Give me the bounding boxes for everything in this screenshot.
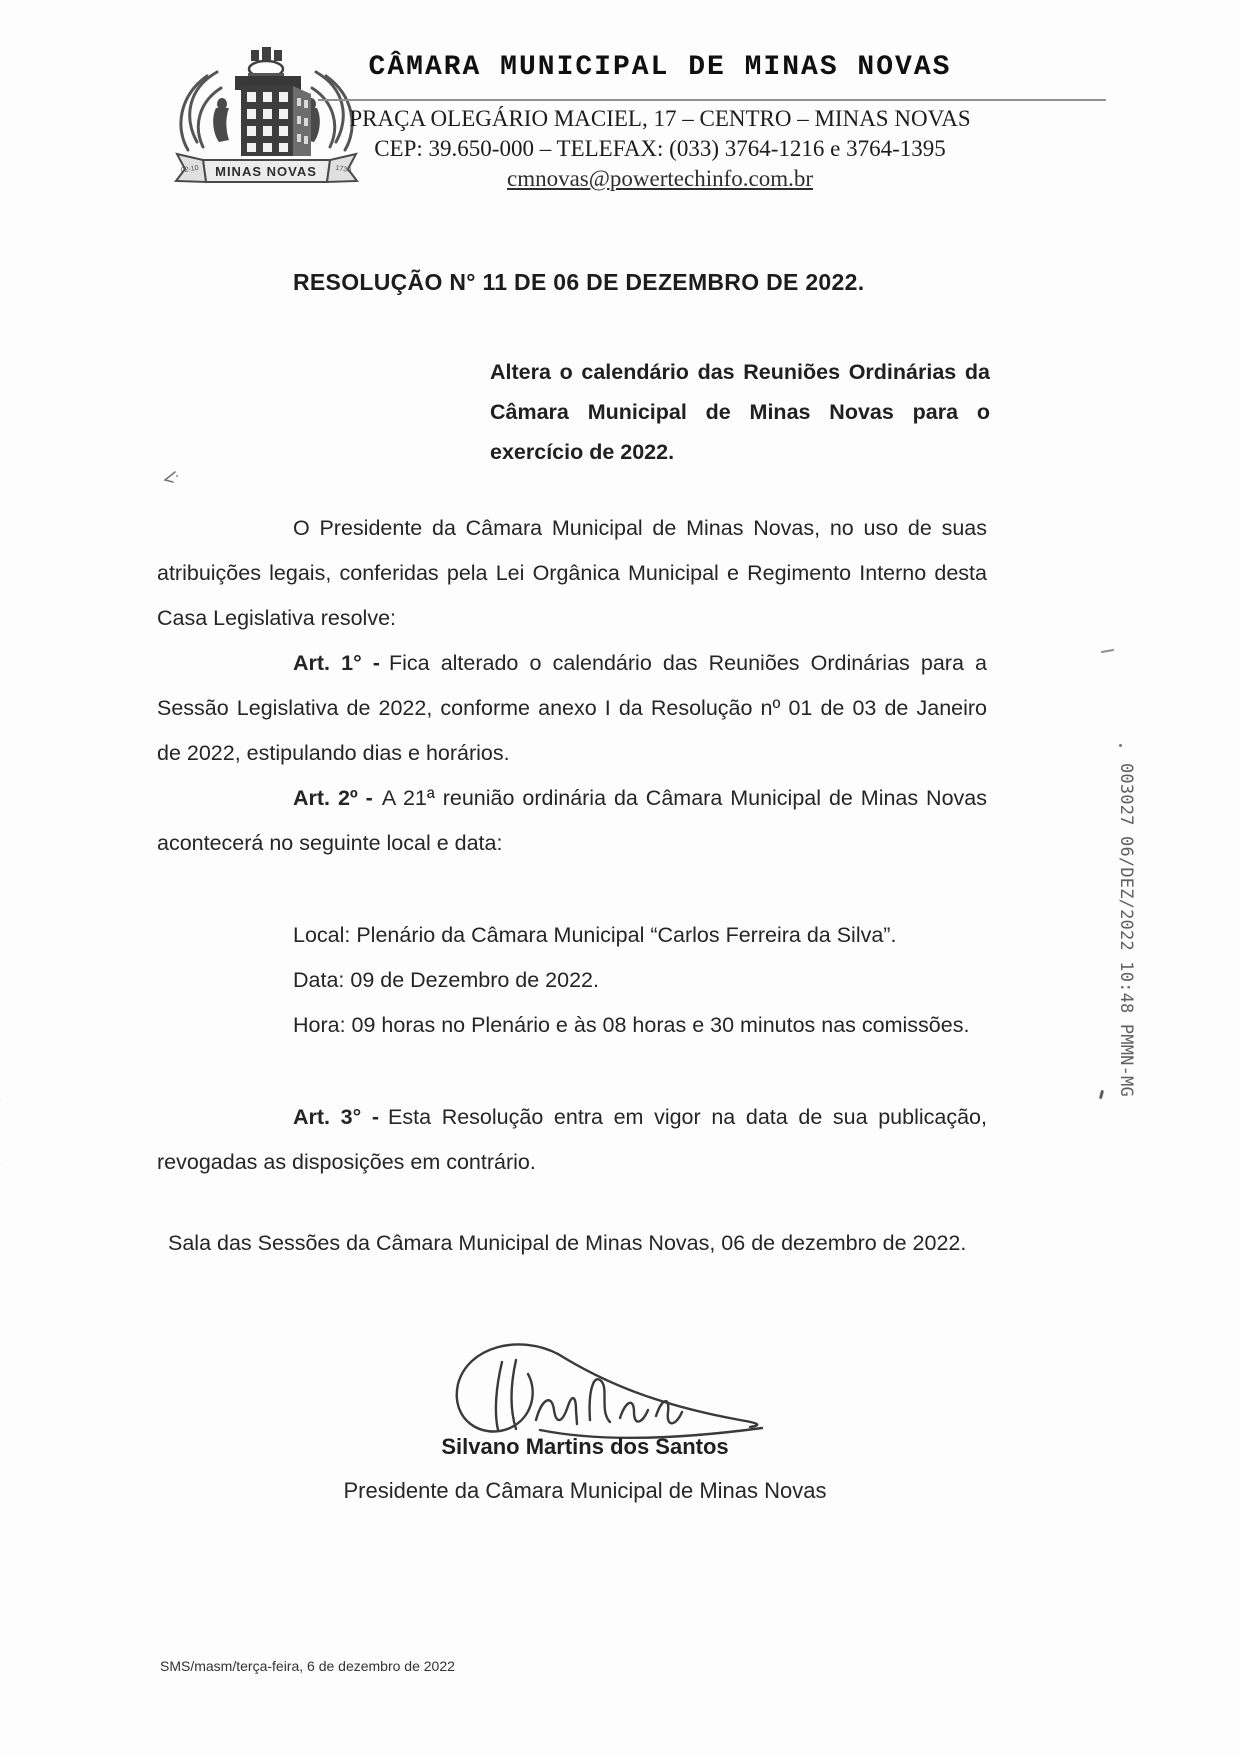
article-1-label: Art. 1° - (293, 651, 380, 675)
preamble-paragraph: O Presidente da Câmara Municipal de Minas Novas, no uso de suas atribuições legais, conferidas pela Lei Orgânica Municipal e Regimento Interno desta Casa Legislativa resolve: (157, 516, 987, 630)
closing-line: Sala das Sessões da Câmara Municipal de Minas Novas, 06 de dezembro de 2022. (168, 1231, 967, 1255)
protocol-stamp-vertical: 003027 06/DEZ/2022 10:48 PMMN-MG (1116, 763, 1136, 1097)
crest-ribbon-right-date: 1730 (334, 164, 352, 175)
article-1-text: Fica alterado o calendário das Reuniões Ordinárias para a Sessão Legislativa de 2022, conforme anexo I da Resolução nº 01 de 03 de Janeiro de 2022, estipulando dias e horários. (157, 651, 987, 765)
signer-role: Presidente da Câmara Municipal de Minas Novas (343, 1478, 827, 1503)
letterhead-address: PRAÇA OLEGÁRIO MACIEL, 17 – CENTRO – MINAS NOVAS (349, 106, 971, 131)
article-2-label: Art. 2º - (293, 786, 373, 810)
scan-artifact (1099, 1090, 1104, 1099)
organization-name: CÂMARA MUNICIPAL DE MINAS NOVAS (368, 52, 952, 83)
meeting-date: Data: 09 de Dezembro de 2022. (293, 968, 599, 992)
article-2-text: A 21ª reunião ordinária da Câmara Municipal de Minas Novas acontecerá no seguinte local e data: (157, 786, 988, 855)
resolution-title: RESOLUÇÃO N° 11 DE 06 DE DEZEMBRO DE 2022. (293, 269, 865, 295)
article-2-paragraph (157, 776, 987, 866)
meeting-time: Hora: 09 horas no Plenário e às 08 horas e 30 minutos nas comissões. (293, 1013, 970, 1037)
article-3-paragraph (157, 1095, 987, 1185)
footer-reference: SMS/masm/terça-feira, 6 de dezembro de 2022 (160, 1658, 455, 1674)
meeting-local: Local: Plenário da Câmara Municipal “Carlos Ferreira da Silva”. (293, 923, 897, 947)
article-1-paragraph (157, 641, 987, 776)
crest-ribbon-text: MINAS NOVAS (215, 164, 317, 179)
scan-artifact (1119, 744, 1122, 747)
crest-ribbon-left-date: 02-10 (180, 164, 200, 175)
signer-name: Silvano Martins dos Santos (441, 1434, 729, 1459)
scan-artifact (0, 1100, 17, 1164)
scan-artifact (160, 470, 180, 486)
meeting-details (293, 913, 993, 1048)
handwritten-signature (440, 1332, 770, 1442)
article-3-text: Esta Resolução entra em vigor na data de sua publicação, revogadas as disposições em contrário. (157, 1105, 987, 1174)
letterhead-email (310, 164, 1010, 194)
letterhead-divider (318, 99, 1106, 101)
email-text: cmnovas@powertechinfo.com.br (506, 166, 814, 191)
letterhead-cep-telefax: CEP: 39.650-000 – TELEFAX: (033) 3764-1216 e 3764-1395 (374, 136, 946, 161)
scan-artifact (1101, 649, 1114, 653)
resolution-summary: Altera o calendário das Reuniões Ordinárias da Câmara Municipal de Minas Novas para o exercício de 2022. (490, 360, 990, 464)
article-3-label: Art. 3° - (293, 1105, 380, 1129)
